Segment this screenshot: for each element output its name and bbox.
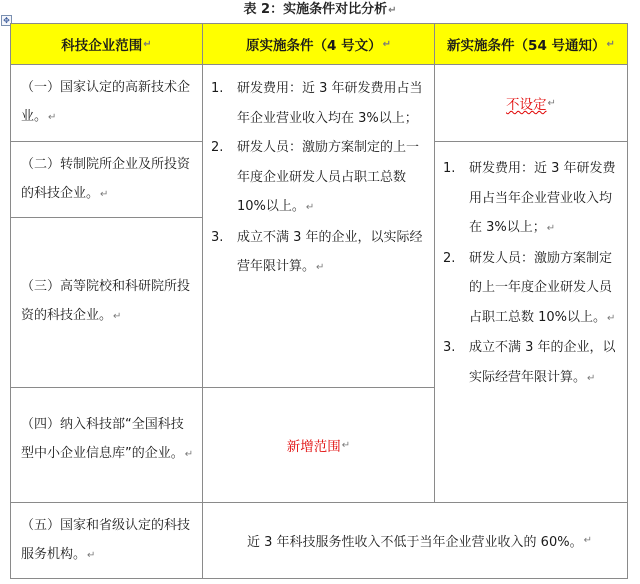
header-new-conditions: 新实施条件（54 号通知） ↵ xyxy=(434,23,628,65)
scope-row-1: （一）国家认定的高新技术企业。↵ xyxy=(10,64,203,142)
new-condition-item: 1. 研发费用：近 3 年研发费用占当年企业营业收入均在 3%以上；↵ xyxy=(443,161,616,235)
not-set-cell: 不设定 ↵ xyxy=(434,64,628,142)
new-conditions-cell xyxy=(434,141,628,503)
table-title: 表 2：实施条件对比分析↵ xyxy=(243,2,397,17)
scope-row-5: （五）国家和省级认定的科技服务机构。↵ xyxy=(10,502,203,579)
original-condition-item: 2. 研发人员：激励方案制定的上一年度企业研发人员占职工总数 10%以上。↵ xyxy=(211,140,420,214)
scope-row-2: （二）转制院所企业及所投资的科技企业。↵ xyxy=(10,141,203,218)
header-scope: 科技企业范围 ↵ xyxy=(10,23,203,65)
header-original-conditions: 原实施条件（4 号文） ↵ xyxy=(202,23,435,65)
scope-row-4: （四）纳入科技部“全国科技型中小企业信息库”的企业。↵ xyxy=(10,387,203,503)
original-condition-item: 1. 研发费用：近 3 年研发费用占当年企业营业收入均在 3%以上； xyxy=(211,81,423,126)
new-condition-item: 3. 成立不满 3 年的企业，以实际经营年限计算。↵ xyxy=(443,340,616,385)
original-conditions-cell xyxy=(202,64,435,388)
comparison-table xyxy=(10,23,628,579)
original-conditions-list xyxy=(207,74,426,283)
new-condition-item: 2. 研发人员：激励方案制定的上一年度企业研发人员占职工总数 10%以上。↵ xyxy=(443,250,616,325)
table-move-handle-icon[interactable]: ✥ xyxy=(1,15,12,26)
service-condition-cell: 近 3 年科技服务性收入不低于当年企业营业收入的 60%。 ↵ xyxy=(202,502,628,579)
scope-row-3: （三）高等院校和科研院所投资的科技企业。↵ xyxy=(10,217,203,388)
new-range-cell: 新增范围 ↵ xyxy=(202,387,435,503)
new-conditions-list xyxy=(439,154,617,393)
original-condition-item: 3. 成立不满 3 年的企业，以实际经营年限计算。↵ xyxy=(211,229,423,274)
